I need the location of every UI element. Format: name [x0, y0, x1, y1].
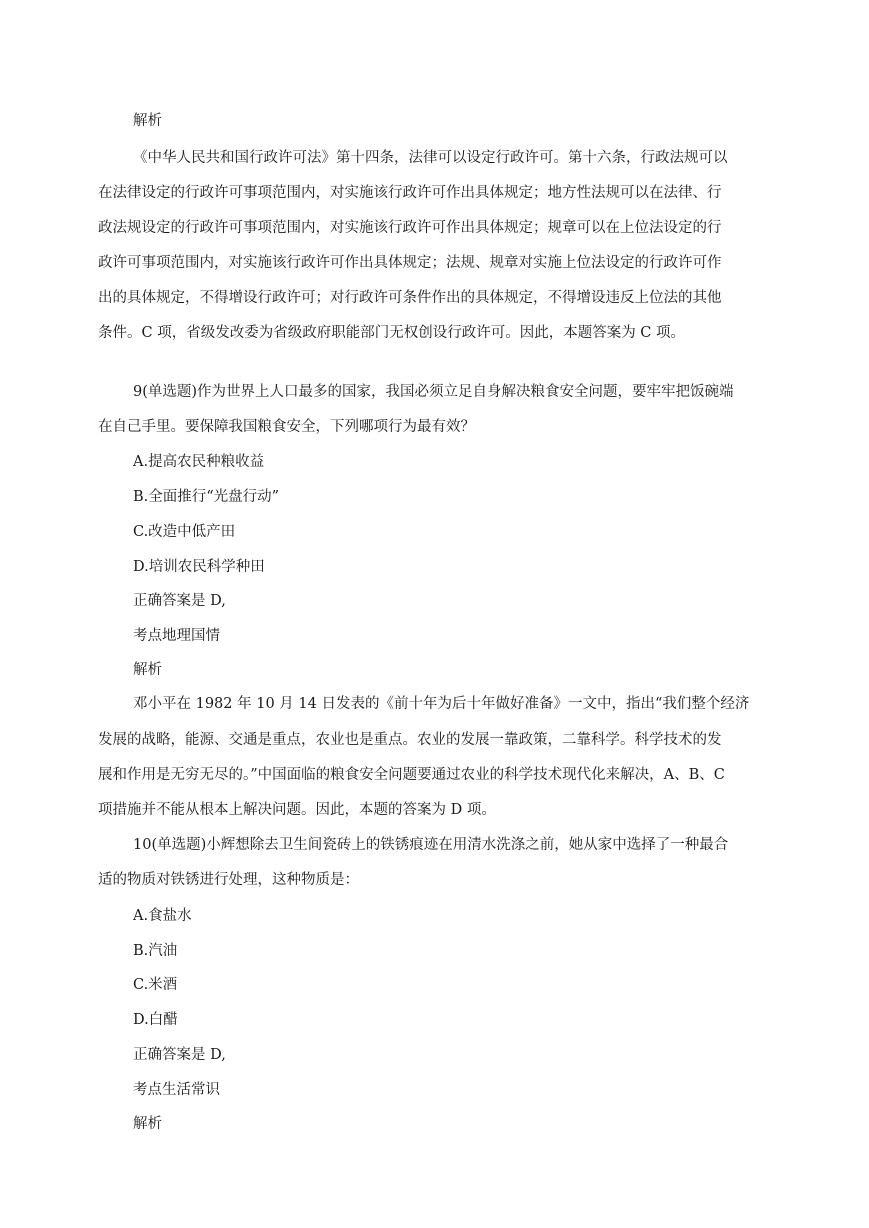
question-9-option-b: B.全面推行“光盘行动”: [133, 489, 280, 505]
question-10-topic: 考点生活常识: [133, 1082, 220, 1098]
question-9-analysis-line: 邓小平在 1982 年 10 月 14 日发表的《前十年为后十年做好准备》一文中，指出“我们整个经济: [133, 696, 750, 712]
question-9-analysis-line: 发展的战略，能源、交通是重点，农业也是重点。农业的发展一靠政策，二靠科学。科学技术的发: [98, 732, 722, 748]
question-9-answer: 正确答案是 D,: [133, 593, 226, 609]
analysis-line: 在法律设定的行政许可事项范围内，对实施该行政许可作出具体规定；地方性法规可以在法律、行: [98, 185, 722, 201]
question-10-option-a: A.食盐水: [133, 908, 192, 924]
question-9-analysis-line: 展和作用是无穷无尽的。”中国面临的粮食安全问题要通过农业的科学技术现代化来解决，A、B、C: [98, 767, 725, 783]
question-10-stem: 适的物质对铁锈进行处理，这种物质是：: [98, 872, 359, 888]
analysis-heading: 解析: [133, 113, 162, 129]
analysis-line: 政许可事项范围内，对实施该行政许可作出具体规定；法规、规章对实施上位法设定的行政许可作: [98, 255, 722, 271]
analysis-line: 政法规设定的行政许可事项范围内，对实施该行政许可作出具体规定；规章可以在上位法设定的行: [98, 220, 722, 236]
analysis-line: 条件。C 项，省级发改委为省级政府职能部门无权创设行政许可。因此，本题答案为 C 项。: [98, 325, 686, 341]
analysis-line: 出的具体规定，不得增设行政许可；对行政许可条件作出的具体规定，不得增设违反上位法的其他: [98, 290, 722, 306]
question-9-stem: 9(单选题)作为世界上人口最多的国家，我国必须立足自身解决粮食安全问题，要牢牢把饭碗端: [133, 384, 734, 400]
question-9-analysis-line: 项措施并不能从根本上解决问题。因此，本题的答案为 D 项。: [98, 802, 496, 818]
question-9-option-c: C.改造中低产田: [133, 524, 236, 540]
question-10-stem: 10(单选题)小辉想除去卫生间瓷砖上的铁锈痕迹在用清水洗涤之前，她从家中选择了一种最合: [133, 837, 729, 853]
question-9-option-a: A.提高农民种粮收益: [133, 454, 265, 470]
question-9-stem: 在自己手里。要保障我国粮食安全，下列哪项行为最有效？: [98, 419, 475, 435]
question-10-option-b: B.汽油: [133, 943, 178, 959]
question-10-answer: 正确答案是 D,: [133, 1047, 226, 1063]
question-10-option-c: C.米酒: [133, 977, 178, 993]
question-10-analysis-heading: 解析: [133, 1116, 162, 1132]
analysis-line: 《中华人民共和国行政许可法》第十四条，法律可以设定行政许可。第十六条，行政法规可以: [133, 150, 728, 166]
question-9-analysis-heading: 解析: [133, 662, 162, 678]
question-10-option-d: D.白醋: [133, 1012, 178, 1028]
question-9-topic: 考点地理国情: [133, 628, 220, 644]
question-9-option-d: D.培训农民科学种田: [133, 559, 265, 575]
